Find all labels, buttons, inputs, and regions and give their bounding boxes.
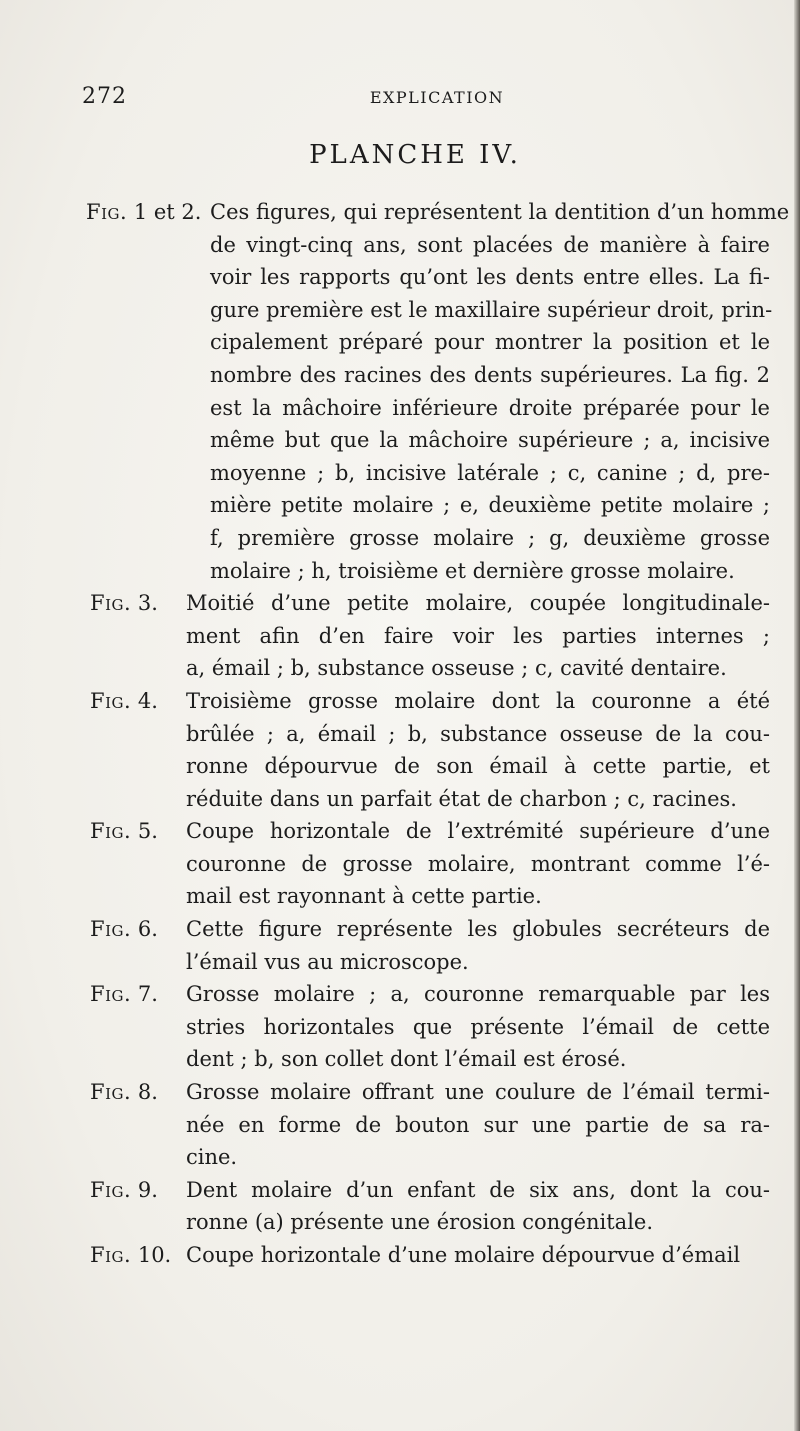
text-line: Grosse molaire offrant une coulure de l’émail termi-	[186, 1080, 770, 1105]
text-line: Coupe horizontale d’une molaire dépourvue d’émail	[186, 1243, 741, 1267]
figure-label	[90, 1239, 171, 1272]
figure-label-number: 6.	[131, 917, 158, 942]
text-line: de vingt-cinq ans, sont placées de manière à faire	[210, 232, 770, 257]
text-line: ment afin d’en faire voir les parties internes ;	[186, 623, 770, 648]
figure-label-prefix: Fig.	[90, 819, 132, 844]
text-line: molaire ; h, troisième et dernière grosse molaire.	[210, 558, 735, 583]
figure-label-number: 1 et 2.	[127, 200, 202, 224]
text-line: Grosse molaire ; a, couronne remarquable par les	[186, 982, 770, 1007]
text-line: réduite dans un parfait état de charbon ; c, racines.	[186, 786, 737, 811]
figure-entry	[86, 587, 770, 685]
figure-entry	[86, 1239, 770, 1272]
figure-label	[90, 1076, 158, 1109]
text-line: mière petite molaire ; e, deuxième petite molaire ;	[210, 493, 770, 518]
text-line: nombre des racines des dents supérieures. La fig. 2	[210, 362, 770, 387]
figure-label-number: 4.	[131, 688, 158, 713]
running-head	[82, 84, 752, 114]
text-line: brûlée ; a, émail ; b, substance osseuse de la cou-	[186, 721, 770, 746]
figure-label-number: 5.	[131, 819, 158, 844]
text-line: a, émail ; b, substance osseuse ; c, cavité dentaire.	[186, 656, 727, 681]
text-line: Ces figures, qui représentent la dentition d’un homme	[210, 200, 790, 224]
text-line: cine.	[186, 1145, 238, 1170]
page-edge-shadow	[794, 0, 800, 1431]
text-line: Cette figure représente les globules secréteurs de	[186, 917, 770, 942]
figure-entry	[86, 1076, 770, 1174]
figure-label-number: 3.	[131, 591, 158, 616]
figure-label-prefix: Fig.	[90, 1080, 132, 1105]
text-line: même but que la mâchoire supérieure ; a, incisive	[210, 428, 770, 453]
text-line: l’émail vus au microscope.	[186, 949, 469, 974]
figure-label-number: 7.	[131, 982, 158, 1007]
figure-label-prefix: Fig.	[90, 1243, 132, 1267]
text-line: Coupe horizontale de l’extrémité supérieure d’une	[186, 819, 770, 844]
figure-entry	[86, 1174, 770, 1239]
text-line: moyenne ; b, incisive latérale ; c, canine ; d, pre-	[210, 460, 770, 485]
figure-entry	[86, 913, 770, 978]
figure-entry	[86, 196, 790, 587]
text-line: couronne de grosse molaire, montrant comme l’é-	[186, 851, 770, 876]
running-title: EXPLICATION	[369, 88, 505, 107]
figure-label-number: 10.	[131, 1243, 172, 1267]
text-line: f, première grosse molaire ; g, deuxième grosse	[210, 525, 770, 550]
plate-title: PLANCHE IV.	[309, 140, 521, 170]
figure-label-prefix: Fig.	[90, 688, 132, 713]
page-number: 272	[82, 84, 127, 109]
text-line: stries horizontales que présente l’émail de cette	[186, 1014, 770, 1039]
figure-label	[90, 685, 158, 718]
figure-label-prefix: Fig.	[90, 982, 132, 1007]
text-line: Moitié d’une petite molaire, coupée longitudinale-	[186, 591, 770, 616]
figure-label	[90, 913, 158, 946]
figure-label-number: 9.	[131, 1177, 158, 1202]
text-line: voir les rapports qu’ont les dents entre elles. La fi-	[210, 265, 770, 290]
figure-label	[86, 196, 201, 229]
figure-label-prefix: Fig.	[90, 591, 132, 616]
figure-label	[90, 978, 158, 1011]
figure-label	[90, 587, 158, 620]
text-line: est la mâchoire inférieure droite préparée pour le	[210, 395, 770, 420]
figure-label-number: 8.	[131, 1080, 158, 1105]
text-line: ronne (a) présente une érosion congénitale.	[186, 1210, 654, 1235]
figure-entry	[86, 815, 770, 913]
text-line: gure première est le maxillaire supérieur droit, prin-	[210, 297, 773, 322]
text-line: née en forme de bouton sur une partie de sa ra-	[186, 1112, 770, 1137]
figure-label-prefix: Fig.	[90, 1177, 132, 1202]
text-line: cipalement préparé pour montrer la position et le	[210, 330, 770, 355]
text-line: ronne dépourvue de son émail à cette partie, et	[186, 754, 770, 779]
figure-label	[90, 815, 158, 848]
figure-label	[90, 1174, 158, 1207]
text-line: Troisième grosse molaire dont la couronne a été	[186, 688, 770, 713]
text-line: dent ; b, son collet dont l’émail est érosé.	[186, 1047, 627, 1072]
figure-entry	[86, 978, 770, 1076]
text-line: Dent molaire d’un enfant de six ans, dont la cou-	[186, 1177, 770, 1202]
figure-label-prefix: Fig.	[90, 917, 132, 942]
figure-label-prefix: Fig.	[86, 200, 128, 224]
text-line: mail est rayonnant à cette partie.	[186, 884, 542, 909]
figure-entry	[86, 685, 770, 815]
figure-explanations	[86, 196, 790, 1272]
